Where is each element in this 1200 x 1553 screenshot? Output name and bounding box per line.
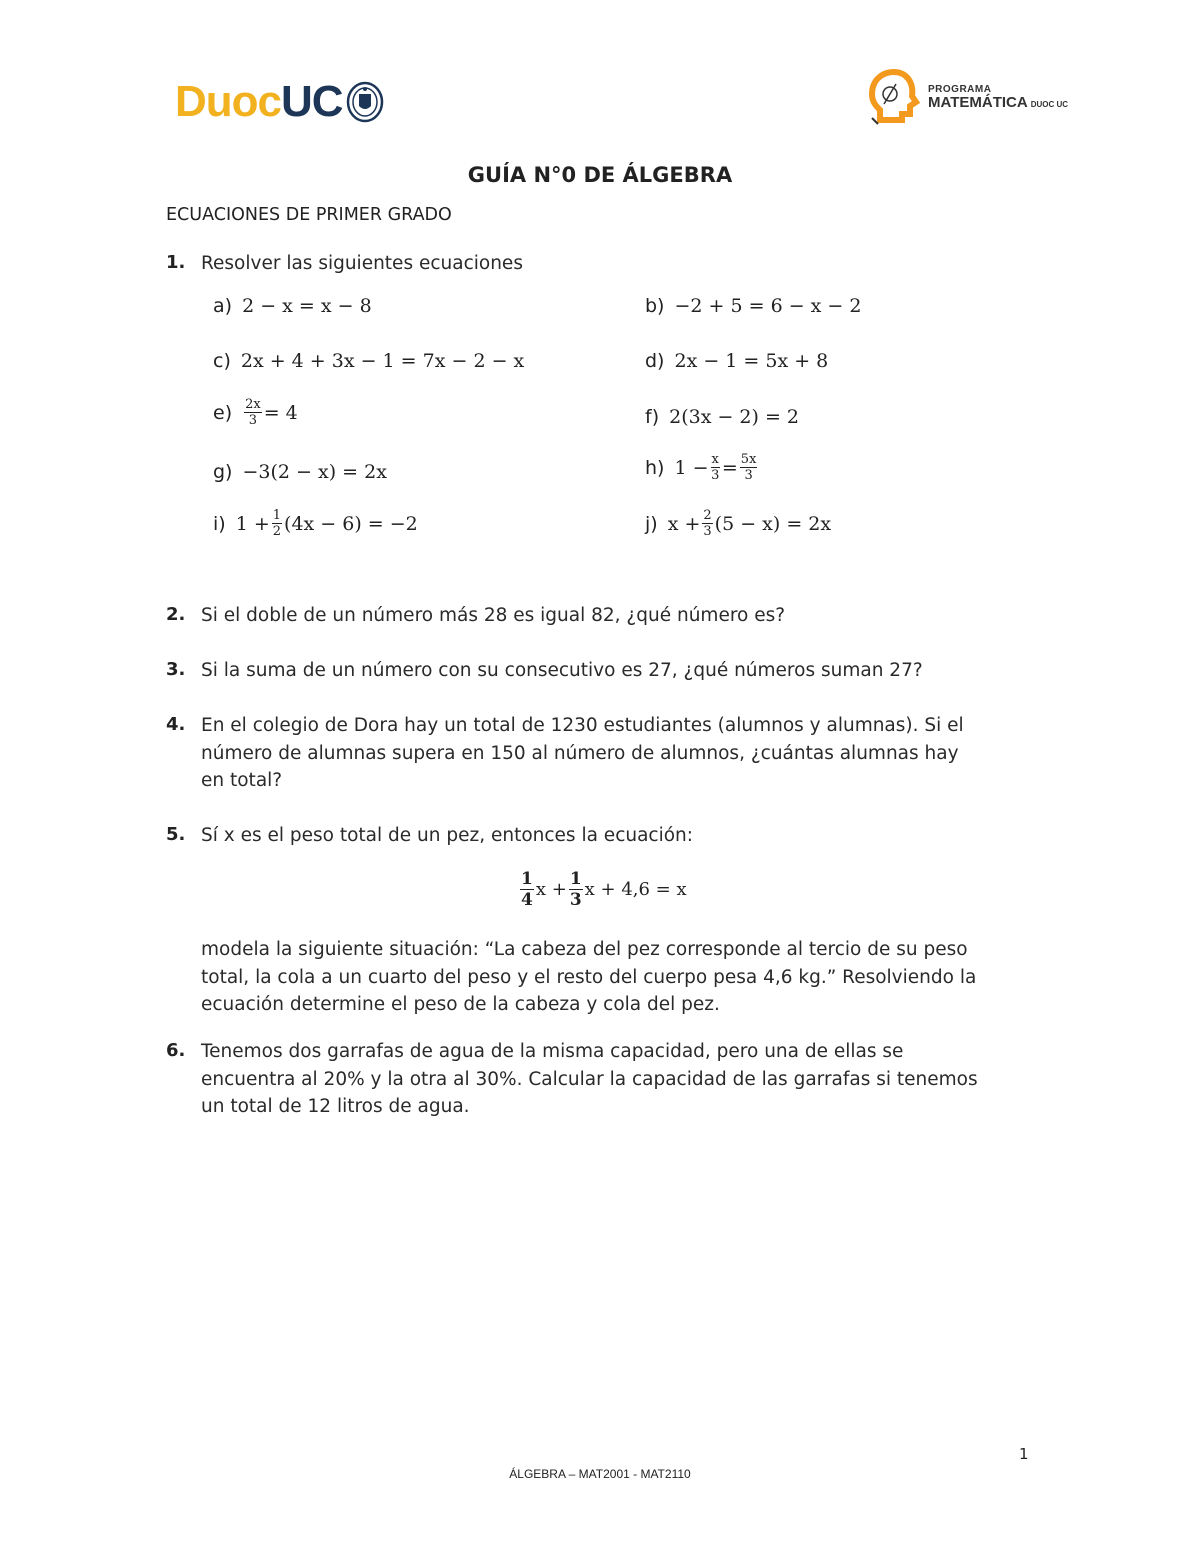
- fraction-numerator: 5x: [740, 452, 757, 467]
- eq-item-i: [213, 509, 418, 538]
- equation: 2(3x − 2) = 2: [669, 406, 800, 428]
- q6-line: un total de 12 litros de agua.: [201, 1096, 470, 1117]
- q4-line: número de alumnas supera en 150 al número de alumnos, ¿cuántas alumnas hay: [201, 742, 959, 764]
- q5-line: total, la cola a un cuarto del peso y el resto del cuerpo pesa 4,6 kg.” Resolviendo la: [201, 966, 977, 988]
- fraction-denominator: 3: [703, 524, 712, 539]
- logo-duocuc-text: DUOC UC: [1030, 100, 1069, 109]
- eq-label: h): [645, 456, 665, 479]
- q5-line: modela la siguiente situación: “La cabeza del pez corresponde al tercio de su peso: [201, 939, 968, 960]
- fraction: [569, 870, 583, 909]
- eq-item-e: [213, 398, 298, 427]
- eq-label: j): [645, 512, 658, 535]
- equation: 1 +: [235, 512, 270, 535]
- eq-label: b): [645, 295, 665, 317]
- q2-number: 2.: [166, 604, 186, 625]
- q5-line: ecuación determine el peso de la cabeza y cola del pez.: [201, 994, 720, 1015]
- q6-line: Tenemos dos garrafas de agua de la misma capacidad, pero una de ellas se: [201, 1041, 904, 1062]
- equation: −3(2 − x) = 2x: [242, 461, 387, 483]
- logo-matematica-text: MATEMÁTICA: [928, 94, 1028, 111]
- q6-line: encuentra al 20% y la otra al 30%. Calcular la capacidad de las garrafas si tenemos: [201, 1068, 978, 1090]
- equation: 2x − 1 = 5x + 8: [674, 350, 829, 372]
- equation: x + 4,6 = x: [584, 879, 687, 900]
- eq-item-a: [213, 295, 372, 317]
- q2-text: Si el doble de un número más 28 es igual 82, ¿qué número es?: [201, 605, 786, 626]
- q4-line: En el colegio de Dora hay un total de 1230 estudiantes (alumnos y alumnas). Si el: [201, 715, 964, 736]
- eq-item-f: [645, 406, 799, 428]
- eq-item-g: [213, 461, 387, 483]
- fraction: [711, 453, 720, 482]
- fraction-numerator: 2x: [245, 397, 261, 412]
- q5-intro: Sí x es el peso total de un pez, entonces la ecuación:: [201, 825, 694, 846]
- q5-equation: [518, 870, 687, 909]
- fraction: [272, 509, 282, 538]
- footer-course: ÁLGEBRA – MAT2001 - MAT2110: [509, 1467, 691, 1481]
- fraction: [740, 453, 758, 482]
- eq-label: c): [213, 350, 231, 372]
- equation: (5 − x) = 2x: [714, 512, 832, 535]
- equation: x +: [535, 879, 567, 900]
- equation: 2x + 4 + 3x − 1 = 7x − 2 − x: [240, 350, 525, 372]
- fraction: [702, 509, 712, 538]
- fraction-numerator: 1: [569, 869, 582, 889]
- eq-item-j: [645, 509, 831, 538]
- equation: =: [721, 456, 738, 479]
- logo-word-duoc: Duoc: [175, 77, 281, 126]
- equation: 2 − x = x − 8: [242, 295, 372, 317]
- equation: 1 −: [674, 456, 709, 479]
- page-title: GUÍA N°0 DE ÁLGEBRA: [467, 163, 733, 187]
- duoc-uc-logo: [175, 78, 385, 126]
- q5-number: 5.: [166, 824, 186, 845]
- fraction-denominator: 3: [569, 890, 582, 910]
- q1-number: 1.: [166, 252, 186, 273]
- q6-number: 6.: [166, 1040, 186, 1061]
- equation: −2 + 5 = 6 − x − 2: [674, 295, 862, 317]
- lightbulb-head-icon: [868, 68, 920, 128]
- page-number: 1: [1019, 1445, 1029, 1463]
- university-seal-icon: [345, 80, 385, 124]
- q4-line: en total?: [201, 770, 283, 791]
- eq-label: a): [213, 295, 233, 317]
- fraction-denominator: 2: [272, 524, 282, 539]
- q3-text: Si la suma de un número con su consecutivo es 27, ¿qué números suman 27?: [201, 660, 923, 681]
- equation: x +: [667, 512, 701, 535]
- fraction-numerator: x: [711, 452, 719, 467]
- eq-label: g): [213, 461, 233, 483]
- programa-matematica-logo: [868, 68, 1068, 128]
- equation: (4x − 6) = −2: [284, 512, 418, 535]
- q3-number: 3.: [166, 659, 186, 680]
- q4-paragraph: [201, 712, 964, 795]
- fraction-denominator: 3: [744, 468, 753, 483]
- eq-item-c: [213, 350, 524, 372]
- logo-word-uc: UC: [281, 77, 343, 126]
- fraction-numerator: 1: [272, 508, 282, 523]
- q5-paragraph: [201, 936, 976, 1019]
- eq-label: f): [645, 406, 660, 428]
- fraction-denominator: 3: [711, 468, 720, 483]
- fraction-numerator: 1: [521, 869, 533, 889]
- fraction-numerator: 2: [703, 508, 712, 523]
- eq-label: i): [213, 512, 226, 535]
- q6-paragraph: [201, 1038, 978, 1121]
- fraction-denominator: 3: [248, 413, 258, 428]
- eq-item-h: [645, 453, 759, 482]
- eq-item-b: [645, 295, 861, 317]
- fraction-denominator: 4: [521, 890, 533, 910]
- fraction: [520, 870, 534, 909]
- fraction: [244, 398, 262, 427]
- section-subtitle: ECUACIONES DE PRIMER GRADO: [166, 205, 452, 225]
- eq-label: d): [645, 350, 665, 372]
- logo-programa-text: PROGRAMA: [928, 84, 992, 95]
- eq-item-d: [645, 350, 828, 372]
- q1-text: Resolver las siguientes ecuaciones: [201, 253, 523, 274]
- q4-number: 4.: [166, 714, 186, 735]
- equation: = 4: [263, 401, 298, 424]
- eq-label: e): [213, 401, 233, 424]
